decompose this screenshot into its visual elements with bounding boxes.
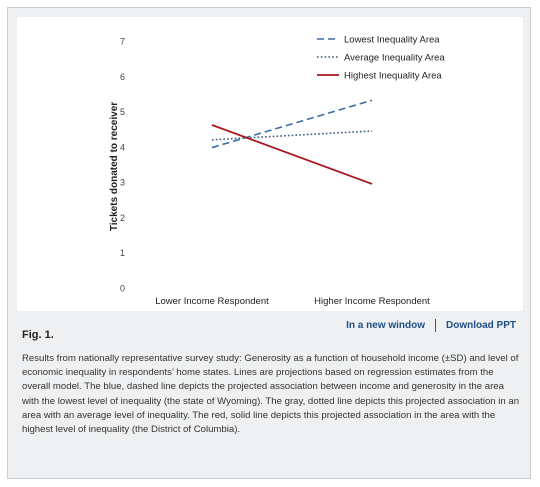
figure-card — [7, 7, 531, 479]
y-tick-label: 7 — [119, 36, 125, 47]
y-tick-label: 6 — [119, 71, 125, 82]
figure-label: Fig. 1. — [22, 329, 54, 341]
legend-label: Lowest Inequality Area — [344, 34, 440, 46]
y-tick-label: 1 — [119, 248, 125, 259]
series-line-3 — [212, 125, 372, 184]
legend-label: Average Inequality Area — [344, 52, 445, 64]
y-tick-label: 4 — [119, 142, 125, 153]
y-tick-label: 5 — [119, 107, 125, 118]
y-axis-title: Tickets donated to receiver — [109, 101, 120, 232]
line-chart — [17, 17, 523, 311]
y-tick-label: 0 — [119, 283, 125, 294]
series-line-1 — [212, 100, 372, 147]
chart-panel — [17, 17, 523, 311]
figure-links — [346, 319, 516, 332]
y-tick-label: 3 — [119, 177, 125, 188]
y-tick-label: 2 — [119, 212, 125, 223]
open-in-new-window-link[interactable]: In a new window — [346, 320, 425, 331]
x-category-label: Higher Income Respondent — [314, 296, 430, 307]
link-divider — [435, 319, 436, 332]
x-category-label: Lower Income Respondent — [155, 296, 269, 307]
legend-label: Highest Inequality Area — [344, 70, 442, 82]
figure-caption: Results from nationally representative survey study: Generosity as a function of household income (±SD) and level of economic inequality in respondents’ home states. Lines are projections based on regression estimates from the overall model. The blue, dashed line depicts the projected association between income and generosity in the area with the lowest level of inequality (the state of Wyoming). The gray, dotted line depicts this projected association in an area with an average level of inequality. The red, solid line depicts this projected association in the area with the highest level of inequality (the District of Columbia). — [22, 353, 520, 436]
download-ppt-link[interactable]: Download PPT — [446, 320, 516, 331]
series-line-2 — [212, 131, 372, 140]
